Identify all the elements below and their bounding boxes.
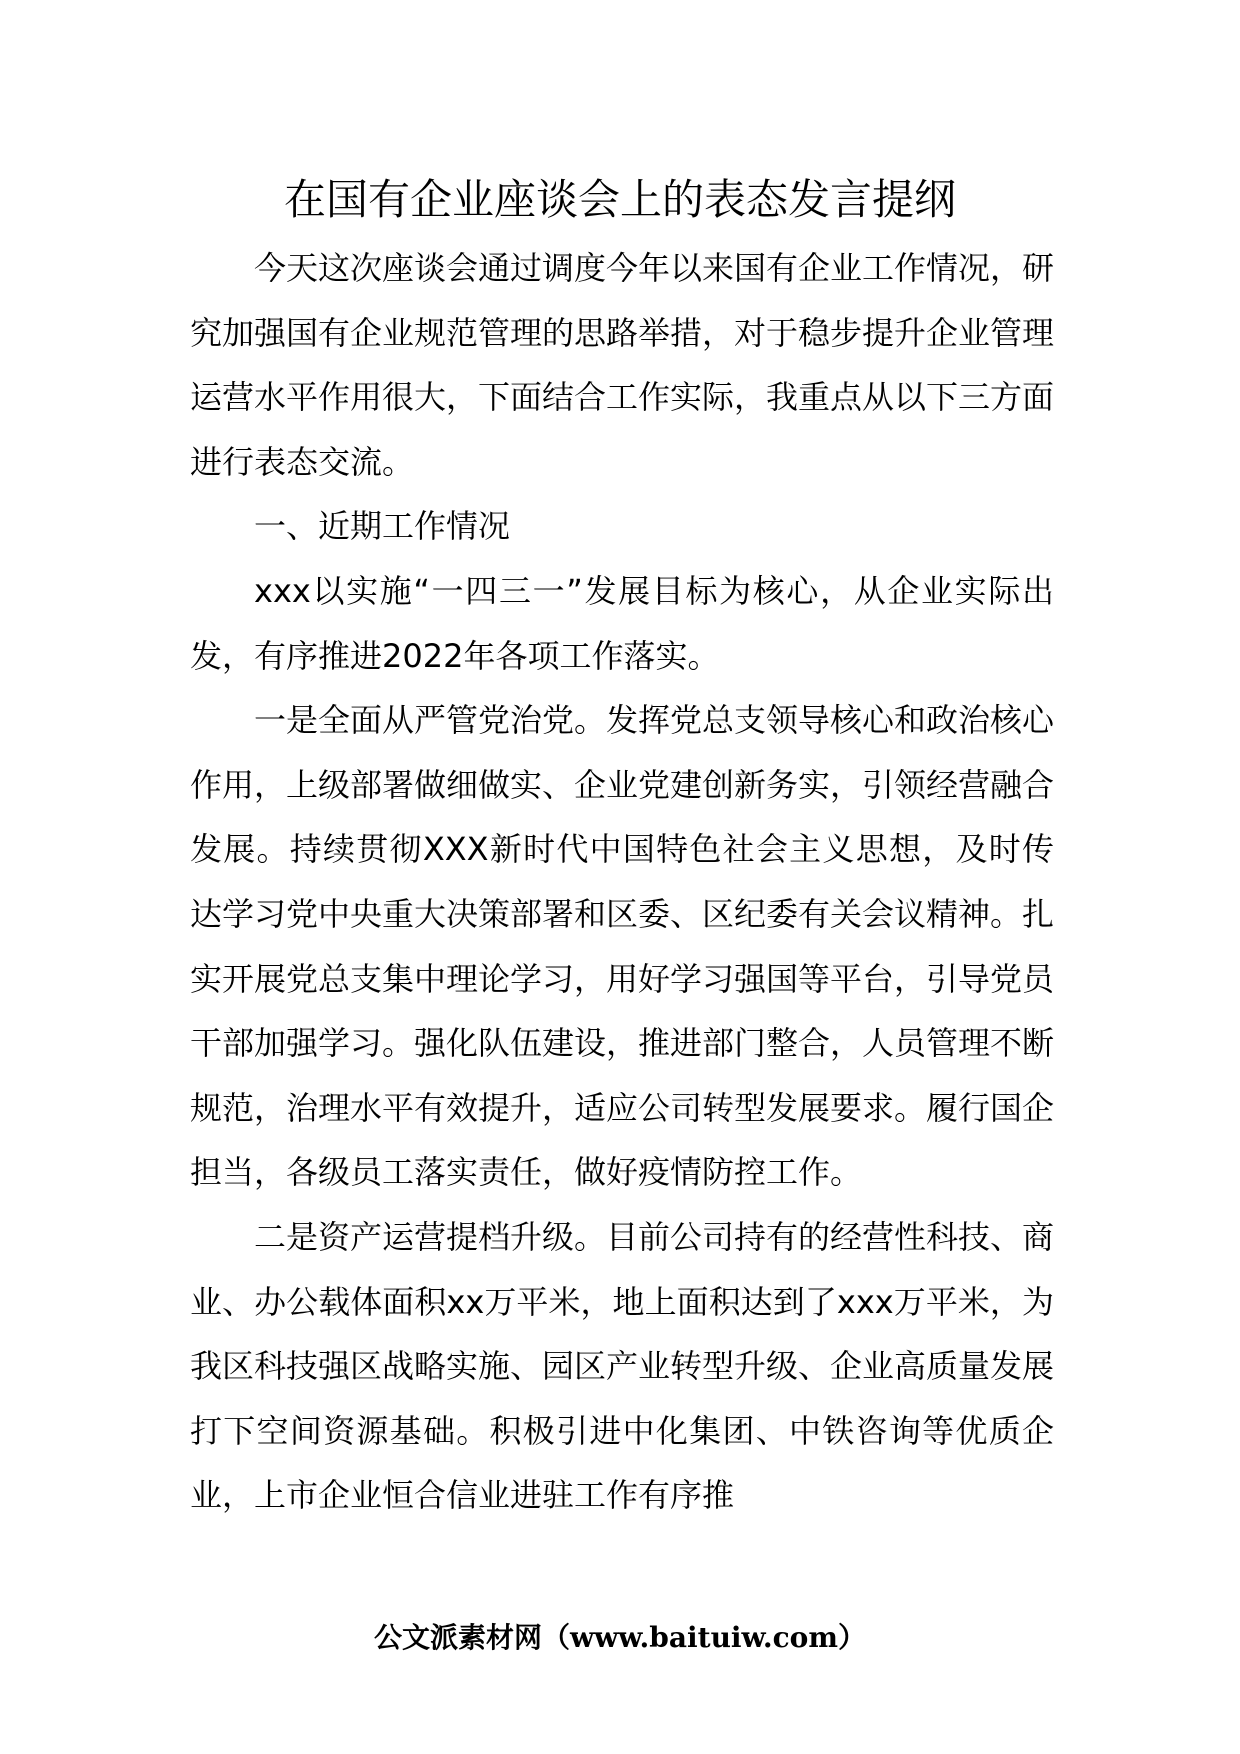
document-body (190, 236, 1054, 1528)
page-title: 在国有企业座谈会上的表态发言提纲 (283, 175, 956, 224)
paragraph-intro: 今天这次座谈会通过调度今年以来国有企业工作情况，研究加强国有企业规范管理的思路举措，对于稳步提升企业管理运营水平作用很大，下面结合工作实际，我重点从以下三方面进行表态交流。 (190, 249, 1055, 481)
paragraph-asset-operation: 二是资产运营提档升级。目前公司持有的经营性科技、商业、办公载体面积xx万平米，地上面积达到了xxx万平米，为我区科技强区战略实施、园区产业转型升级、企业高质量发展打下空间资源基础。积极引进中化集团、中铁咨询等优质企业，上市企业恒合信业进驻工作有序推 (190, 1217, 1055, 1515)
paragraph-party-building: 一是全面从严管党治党。发挥党总支领导核心和政治核心作用，上级部署做细做实、企业党建创新务实，引领经营融合发展。持续贯彻XXX新时代中国特色社会主义思想，及时传达学习党中央重大决策部署和区委、区纪委有关会议精神。扎实开展党总支集中理论学习，用好学习强国等平台，引导党员干部加强学习。强化队伍建设，推进部门整合，人员管理不断规范，治理水平有效提升，适应公司转型发展要求。履行国企担当，各级员工落实责任，做好疫情防控工作。 (190, 701, 1055, 1192)
footer-source: 公文派素材网（www.baituiw.com） (374, 1621, 866, 1654)
section-heading: 一、近期工作情况 (254, 507, 511, 546)
paragraph-overview: xxx以实施“一四三一”发展目标为核心，从企业实际出发，有序推进2022年各项工作落实。 (190, 571, 1054, 675)
